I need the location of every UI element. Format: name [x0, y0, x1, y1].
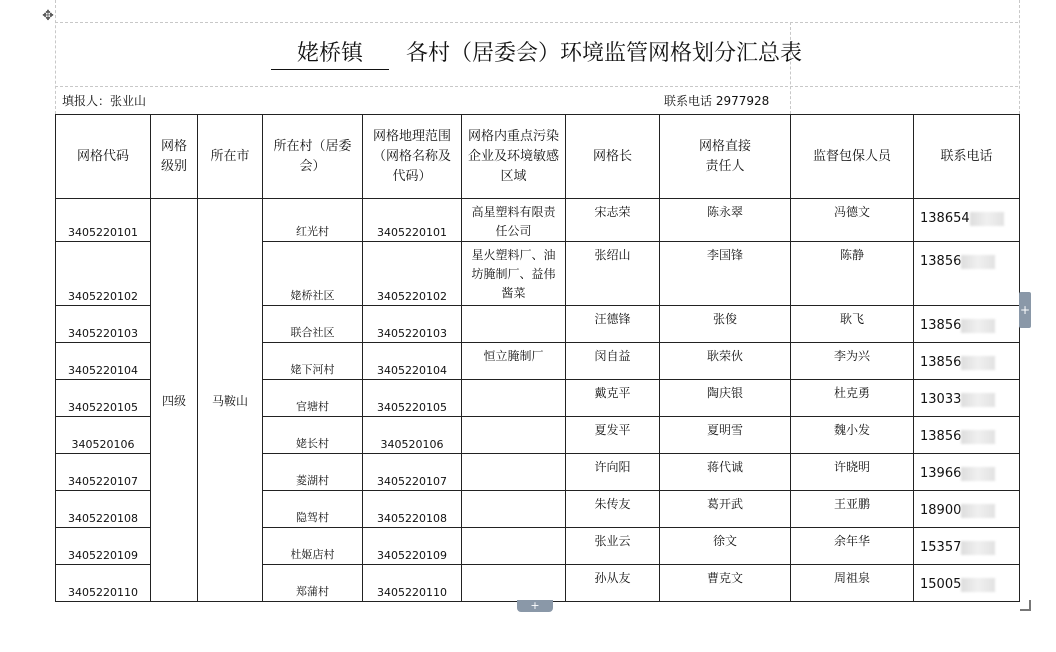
grid-head-cell: 戴克平 [566, 380, 660, 417]
redacted-digits [961, 578, 995, 592]
grid-head-cell: 许向阳 [566, 454, 660, 491]
village-cell: 杜姬店村 [263, 528, 363, 565]
header-enterprise: 网格内重点污染企业及环境敏感区域 [462, 115, 566, 199]
village-cell: 隐驾村 [263, 491, 363, 528]
header-grid-code: 网格代码 [56, 115, 151, 199]
redacted-digits [961, 541, 995, 555]
grid-head-cell: 孙从友 [566, 565, 660, 602]
phone-cell [914, 565, 1020, 602]
grid-head-cell: 宋志荣 [566, 199, 660, 242]
village-cell: 姥桥社区 [263, 242, 363, 306]
phone-cell [914, 454, 1020, 491]
title-text: 各村（居委会）环境监管网格划分汇总表 [406, 41, 803, 66]
phone-cell [914, 528, 1020, 565]
grid-code-cell: 3405220105 [56, 380, 151, 417]
redacted-digits [961, 319, 995, 333]
phone-number: 13966 [920, 466, 962, 481]
phone-cell [914, 491, 1020, 528]
grid-head-cell: 夏发平 [566, 417, 660, 454]
header-responsible: 网格直接责任人 [660, 115, 791, 199]
grid-head-cell: 闵自益 [566, 343, 660, 380]
responsible-cell: 蒋代诚 [660, 454, 791, 491]
enterprise-cell [462, 565, 566, 602]
enterprise-cell: 高星塑料有限责任公司 [462, 199, 566, 242]
village-cell: 郑蒲村 [263, 565, 363, 602]
grid-code-cell: 3405220110 [56, 565, 151, 602]
phone-number: 13856 [920, 318, 962, 333]
phone-number: 13033 [920, 392, 962, 407]
phone-number: 15005 [920, 577, 962, 592]
supervisor-cell: 李为兴 [791, 343, 914, 380]
enterprise-cell [462, 380, 566, 417]
range-cell: 3405220104 [363, 343, 462, 380]
redacted-digits [961, 356, 995, 370]
header-grid-level: 网格级别 [151, 115, 198, 199]
table-move-handle-icon[interactable]: ✥ [42, 8, 54, 24]
enterprise-cell: 恒立腌制厂 [462, 343, 566, 380]
responsible-cell: 陶庆银 [660, 380, 791, 417]
phone-cell [914, 199, 1020, 242]
grid-code-cell: 3405220109 [56, 528, 151, 565]
header-grid-head: 网格长 [566, 115, 660, 199]
enterprise-cell [462, 417, 566, 454]
redacted-digits [961, 255, 995, 269]
phone-number: 138654 [920, 211, 970, 226]
responsible-cell: 张俊 [660, 306, 791, 343]
enterprise-cell: 星火塑料厂、油坊腌制厂、益伟酱菜 [462, 242, 566, 306]
grid-head-cell: 张业云 [566, 528, 660, 565]
range-cell: 3405220108 [363, 491, 462, 528]
grid-code-cell: 340520106 [56, 417, 151, 454]
supervisor-cell: 周祖泉 [791, 565, 914, 602]
supervisor-cell: 许晓明 [791, 454, 914, 491]
range-cell: 3405220103 [363, 306, 462, 343]
grid-head-cell: 张绍山 [566, 242, 660, 306]
village-cell: 姥长村 [263, 417, 363, 454]
enterprise-cell [462, 454, 566, 491]
range-cell: 3405220110 [363, 565, 462, 602]
enterprise-cell [462, 491, 566, 528]
village-cell: 菱湖村 [263, 454, 363, 491]
table-resize-handle-icon[interactable] [1020, 600, 1031, 611]
grid-code-cell: 3405220104 [56, 343, 151, 380]
table-row [56, 199, 1020, 242]
village-cell: 联合社区 [263, 306, 363, 343]
phone-number: 13856 [920, 355, 962, 370]
grid-code-cell: 3405220108 [56, 491, 151, 528]
phone-cell [914, 242, 1020, 306]
range-cell: 3405220105 [363, 380, 462, 417]
supervisor-cell: 杜克勇 [791, 380, 914, 417]
grid-code-cell: 3405220107 [56, 454, 151, 491]
grid-code-cell: 3405220102 [56, 242, 151, 306]
range-cell: 3405220107 [363, 454, 462, 491]
header-supervisor: 监督包保人员 [791, 115, 914, 199]
grid-head-cell: 朱传友 [566, 491, 660, 528]
village-cell: 官塘村 [263, 380, 363, 417]
page-title [55, 22, 1018, 86]
header-city: 所在市 [198, 115, 263, 199]
village-cell: 姥下河村 [263, 343, 363, 380]
phone-cell [914, 343, 1020, 380]
header-row [56, 115, 1020, 199]
phone-cell [914, 380, 1020, 417]
phone-number: 18900 [920, 503, 962, 518]
phone-number: 13856 [920, 254, 962, 269]
redacted-digits [961, 393, 995, 407]
supervisor-cell: 冯德文 [791, 199, 914, 242]
redacted-digits [961, 504, 995, 518]
contact-label: 联系电话 2977928 [664, 94, 770, 108]
phone-number: 15357 [920, 540, 962, 555]
header-village: 所在村（居委会） [263, 115, 363, 199]
add-row-icon[interactable]: + [517, 600, 553, 612]
phone-number: 13856 [920, 429, 962, 444]
redacted-digits [961, 467, 995, 481]
header-phone: 联系电话 [914, 115, 1020, 199]
grid-code-cell: 3405220101 [56, 199, 151, 242]
filler-label: 填报人：张业山 [62, 94, 147, 108]
range-cell: 340520106 [363, 417, 462, 454]
supervisor-cell: 陈静 [791, 242, 914, 306]
grid-code-cell: 3405220103 [56, 306, 151, 343]
responsible-cell: 曹克文 [660, 565, 791, 602]
enterprise-cell [462, 528, 566, 565]
supervisor-cell: 耿飞 [791, 306, 914, 343]
responsible-cell: 徐文 [660, 528, 791, 565]
supervisor-cell: 魏小发 [791, 417, 914, 454]
redacted-digits [961, 430, 995, 444]
responsible-cell: 夏明雪 [660, 417, 791, 454]
responsible-cell: 李国锋 [660, 242, 791, 306]
header-range: 网格地理范围（网格名称及代码） [363, 115, 462, 199]
phone-cell [914, 417, 1020, 454]
city-cell: 马鞍山 [198, 199, 263, 602]
page-guide [55, 86, 1018, 87]
grid-head-cell: 汪德锋 [566, 306, 660, 343]
range-cell: 3405220102 [363, 242, 462, 306]
redacted-digits [970, 212, 1004, 226]
title-town: 姥桥镇 [271, 39, 389, 70]
range-cell: 3405220109 [363, 528, 462, 565]
village-cell: 红光村 [263, 199, 363, 242]
supervisor-cell: 余年华 [791, 528, 914, 565]
responsible-cell: 耿荣伙 [660, 343, 791, 380]
range-cell: 3405220101 [363, 199, 462, 242]
grid-level-cell: 四级 [151, 199, 198, 602]
phone-cell [914, 306, 1020, 343]
enterprise-cell [462, 306, 566, 343]
supervisor-cell: 王亚鹏 [791, 491, 914, 528]
add-column-icon[interactable]: + [1019, 292, 1031, 328]
responsible-cell: 葛开武 [660, 491, 791, 528]
responsible-cell: 陈永翠 [660, 199, 791, 242]
grid-table [55, 114, 1020, 602]
